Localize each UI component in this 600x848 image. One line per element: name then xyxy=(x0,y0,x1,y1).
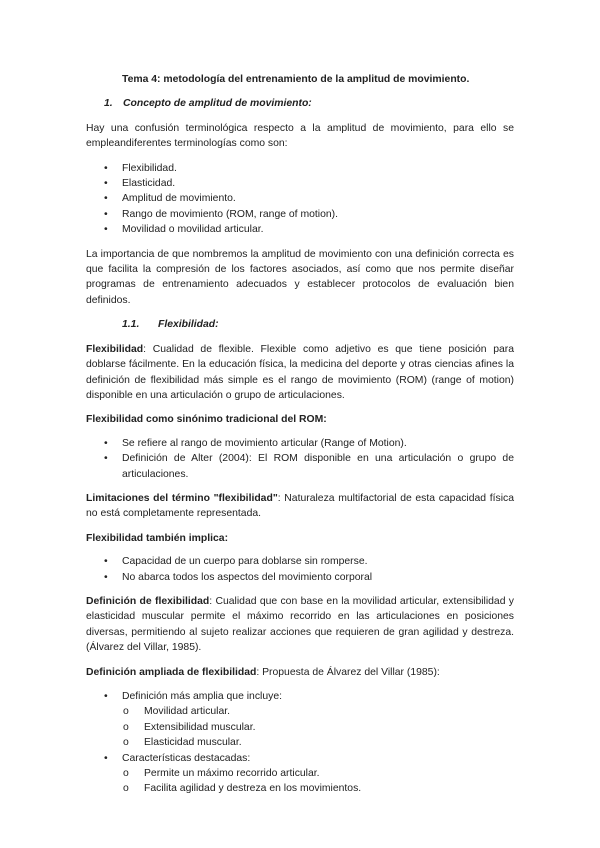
implies-list xyxy=(86,554,514,585)
document-title: Tema 4: metodología del entrenamiento de la amplitud de movimiento. xyxy=(122,74,470,85)
section-heading-1 xyxy=(86,96,514,111)
list-item: • Elasticidad. xyxy=(86,176,514,191)
sub-list-item: o Elasticidad muscular. xyxy=(86,735,514,750)
rom-list xyxy=(86,436,514,482)
term-label: Definición ampliada de flexibilidad xyxy=(86,666,257,678)
circle-bullet-icon: o xyxy=(123,721,129,733)
bullet-icon: • xyxy=(104,437,108,449)
list-item: • Movilidad o movilidad articular. xyxy=(86,222,514,237)
circle-bullet-icon: o xyxy=(123,737,129,749)
list-item: • No abarca todos los aspectos del movimiento corporal xyxy=(86,570,514,585)
extended-list xyxy=(86,689,514,797)
implies-heading: Flexibilidad también implica: xyxy=(86,532,229,544)
definition-paragraph: Definición de flexibilidad: Cualidad que con base en la movilidad articular, extensibilidad y elasticidad muscular permite el máximo recorrido en las articulaciones en posiciones diversas, permitiendo al sujeto realizar acciones que requieren de gran agilidad y destreza. (Álvarez del Villar, 1985). xyxy=(86,595,514,654)
list-item: • Se refiere al rango de movimiento articular (Range of Motion). xyxy=(86,436,514,451)
bullet-icon: • xyxy=(104,193,108,205)
limitations-paragraph: Limitaciones del término "flexibilidad": Naturaleza multifactorial de esta capacidad física no está completamente representada. xyxy=(86,492,514,520)
bullet-icon: • xyxy=(104,556,108,568)
term-label: Limitaciones del término "flexibilidad" xyxy=(86,492,278,504)
list-item: • Capacidad de un cuerpo para doblarse sin romperse. xyxy=(86,554,514,569)
list-item: • Definición más amplia que incluye: xyxy=(86,689,514,704)
term-label: Flexibilidad xyxy=(86,343,144,355)
sub-list-item: o Facilita agilidad y destreza en los movimientos. xyxy=(86,781,514,796)
section-number: 1. xyxy=(104,98,113,110)
bullet-icon: • xyxy=(104,224,108,236)
term-label: Definición de flexibilidad xyxy=(86,595,210,607)
bullet-icon: • xyxy=(104,178,108,190)
subsection-title: Flexibilidad: xyxy=(158,319,219,331)
bullet-icon: • xyxy=(104,691,108,702)
bullet-icon: • xyxy=(104,752,108,764)
sub-list-item: o Permite un máximo recorrido articular. xyxy=(86,766,514,781)
sub-list xyxy=(86,704,514,750)
sub-list-item: o Movilidad articular. xyxy=(86,704,514,719)
list-item: • Características destacadas: xyxy=(86,751,514,766)
importance-paragraph: La importancia de que nombremos la amplitud de movimiento con una definición correcta es que facilita la compresión de los factores asociados, así como que nos permite diseñar programas de entrenamiento adecuados y establecer protocolos de evaluación bien definidos. xyxy=(86,248,514,306)
subsection-number: 1.1. xyxy=(122,319,140,331)
bullet-icon: • xyxy=(104,453,108,465)
terms-list xyxy=(86,161,514,238)
bullet-icon: • xyxy=(104,208,108,220)
circle-bullet-icon: o xyxy=(123,706,129,718)
flexibility-definition: Flexibilidad: Cualidad de flexible. Flexible como adjetivo es que tiene posición para doblarse fácilmente. En la educación física, la medicina del deporte y otras ciencias afines la definición de flexibilidad más simple es el rango de movimiento (ROM) (range of motion) disponible en una articulación o grupo de articulaciones. xyxy=(86,343,514,401)
bullet-icon: • xyxy=(104,571,108,583)
list-item: • Flexibilidad. xyxy=(86,161,514,176)
subsection-heading xyxy=(86,317,514,332)
list-item: • Amplitud de movimiento. xyxy=(86,191,514,206)
sub-list xyxy=(86,766,514,797)
rom-heading: Flexibilidad como sinónimo tradicional del ROM: xyxy=(86,414,327,426)
circle-bullet-icon: o xyxy=(123,768,129,780)
section-title: Concepto de amplitud de movimiento: xyxy=(123,98,312,110)
extended-definition-paragraph: Definición ampliada de flexibilidad: Propuesta de Álvarez del Villar (1985): xyxy=(86,666,440,678)
intro-paragraph: Hay una confusión terminológica respecto a la amplitud de movimiento, para ello se empleandiferentes terminologías como son: xyxy=(86,122,514,150)
circle-bullet-icon: o xyxy=(123,783,129,795)
list-item: • Rango de movimiento (ROM, range of motion). xyxy=(86,207,514,222)
bullet-icon: • xyxy=(104,162,108,174)
list-item: • Definición de Alter (2004): El ROM disponible en una articulación o grupo de articulaciones. xyxy=(104,453,514,480)
sub-list-item: o Extensibilidad muscular. xyxy=(86,720,514,735)
